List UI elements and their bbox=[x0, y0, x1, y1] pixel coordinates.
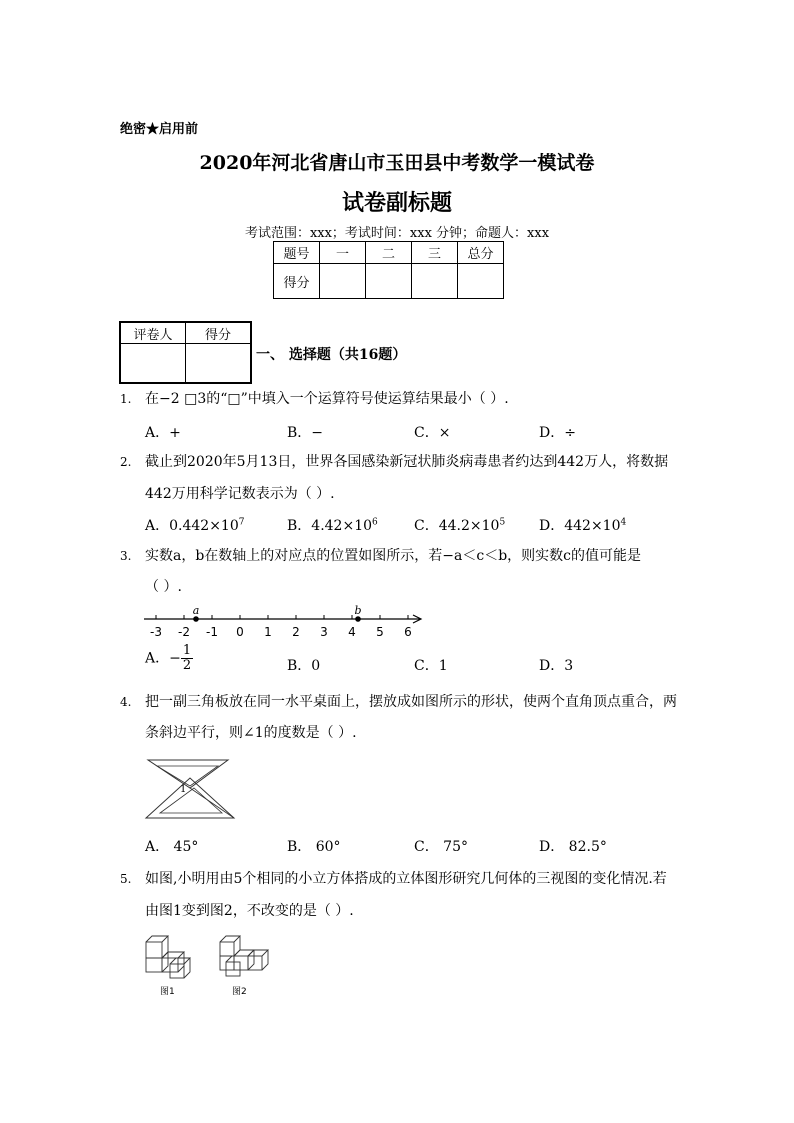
question-number: 5. bbox=[120, 872, 132, 886]
grader-cell[interactable] bbox=[120, 344, 186, 384]
question-text: 实数a，b在数轴上的对应点的位置如图所示，若−a＜c＜b，则实数c的值可能是 bbox=[145, 548, 642, 564]
score-header-cell: 总分 bbox=[458, 242, 504, 264]
exam-info: 考试范围：xxx；考试时间：xxx 分钟；命题人：xxx bbox=[244, 226, 550, 241]
number-line-tick-label: -2 bbox=[178, 625, 190, 639]
question-text: （ ）. bbox=[145, 579, 182, 595]
point-b-dot bbox=[355, 616, 361, 622]
option-b[interactable]: B．− bbox=[287, 425, 324, 441]
question-number: 3. bbox=[120, 549, 132, 563]
number-line-tick-label: 4 bbox=[348, 625, 356, 639]
number-line-tick-label: 2 bbox=[292, 625, 300, 639]
figure-1-label: 图1 bbox=[160, 987, 175, 997]
grader-table bbox=[119, 321, 252, 384]
question-text: 由图1变到图2，不改变的是（ ）. bbox=[145, 903, 354, 919]
score-cell[interactable] bbox=[458, 264, 504, 299]
number-line-tick-label: 1 bbox=[264, 625, 272, 639]
grader-cell[interactable] bbox=[186, 344, 252, 384]
score-header-cell: 三 bbox=[412, 242, 458, 264]
option-d[interactable]: D． 82.5° bbox=[539, 839, 607, 855]
fraction: $\frac{1}{2}$ bbox=[182, 643, 192, 673]
question-text: 截止到2020年5月13日，世界各国感染新冠状肺炎病毒患者约达到442万人，将数据 bbox=[145, 454, 669, 470]
upper-triangle bbox=[148, 760, 228, 788]
point-b-label: b bbox=[354, 604, 362, 617]
section-title: 一、 选择题（共16题） bbox=[256, 347, 407, 363]
figure-1-cubes bbox=[146, 936, 190, 978]
option-c[interactable]: C． 75° bbox=[414, 839, 468, 855]
question-number: 2. bbox=[120, 455, 132, 469]
grader-header-cell: 得分 bbox=[186, 322, 252, 344]
number-line-tick-label: 5 bbox=[376, 625, 384, 639]
confidential-mark: 绝密★启用前 bbox=[120, 122, 199, 137]
score-cell[interactable] bbox=[320, 264, 366, 299]
number-line-tick-label: 6 bbox=[404, 625, 412, 639]
option-a[interactable]: A．+ bbox=[145, 425, 181, 441]
question-text: 442万用科学记数表示为（ ）. bbox=[145, 486, 335, 502]
question-number: 4. bbox=[120, 695, 132, 709]
figure-2-cubes bbox=[220, 936, 268, 976]
option-b[interactable]: B． 60° bbox=[287, 839, 341, 855]
number-line-figure bbox=[140, 600, 430, 640]
number-line-tick-label: -1 bbox=[206, 625, 218, 639]
option-d[interactable]: D．÷ bbox=[539, 425, 576, 441]
option-a[interactable]: A．$0.442\times 10^7$ bbox=[145, 517, 245, 534]
angle-1-label: 1 bbox=[180, 784, 187, 795]
option-d[interactable]: D．$442\times 10^4$ bbox=[539, 517, 627, 534]
score-table bbox=[273, 241, 504, 299]
exam-title: 2020年河北省唐山市玉田县中考数学一模试卷 bbox=[199, 152, 595, 174]
option-d[interactable]: D．3 bbox=[539, 658, 574, 674]
number-line-tick-label: -3 bbox=[150, 625, 162, 639]
point-a-label: a bbox=[192, 604, 200, 617]
score-header-cell: 题号 bbox=[274, 242, 320, 264]
question-text: 在−2 □3的“□”中填入一个运算符号使运算结果最小（ ）. bbox=[145, 391, 509, 407]
option-a[interactable]: A． 45° bbox=[145, 839, 199, 855]
score-header-cell: 二 bbox=[366, 242, 412, 264]
question-text: 条斜边平行，则∠1的度数是（ ）. bbox=[145, 725, 357, 741]
question-number: 1. bbox=[120, 392, 132, 406]
triangle-boards-figure bbox=[140, 758, 240, 822]
score-cell[interactable] bbox=[366, 264, 412, 299]
point-a-dot bbox=[193, 616, 199, 622]
score-header-cell: 一 bbox=[320, 242, 366, 264]
cubes-figure bbox=[140, 932, 280, 1000]
question-text: 如图,小明用由5个相同的小立方体搭成的立体图形研究几何体的三视图的变化情况.若 bbox=[145, 871, 667, 887]
exam-subtitle: 试卷副标题 bbox=[341, 190, 452, 216]
score-row-label: 得分 bbox=[274, 264, 320, 299]
option-c[interactable]: C．$44.2\times 10^5$ bbox=[414, 517, 506, 534]
number-line-tick-label: 0 bbox=[236, 625, 244, 639]
option-b[interactable]: B．0 bbox=[287, 658, 321, 674]
question-text: 把一副三角板放在同一水平桌面上，摆放成如图所示的形状，使两个直角顶点重合，两 bbox=[145, 694, 677, 710]
option-a[interactable]: A．− $\frac{1}{2}$ bbox=[145, 643, 192, 673]
option-c[interactable]: C．× bbox=[414, 425, 451, 441]
option-c[interactable]: C．1 bbox=[414, 658, 448, 674]
grader-header-cell: 评卷人 bbox=[120, 322, 186, 344]
figure-2-label: 图2 bbox=[232, 987, 247, 997]
score-cell[interactable] bbox=[412, 264, 458, 299]
option-b[interactable]: B．$4.42\times 10^6$ bbox=[287, 517, 378, 534]
number-line-tick-label: 3 bbox=[320, 625, 328, 639]
